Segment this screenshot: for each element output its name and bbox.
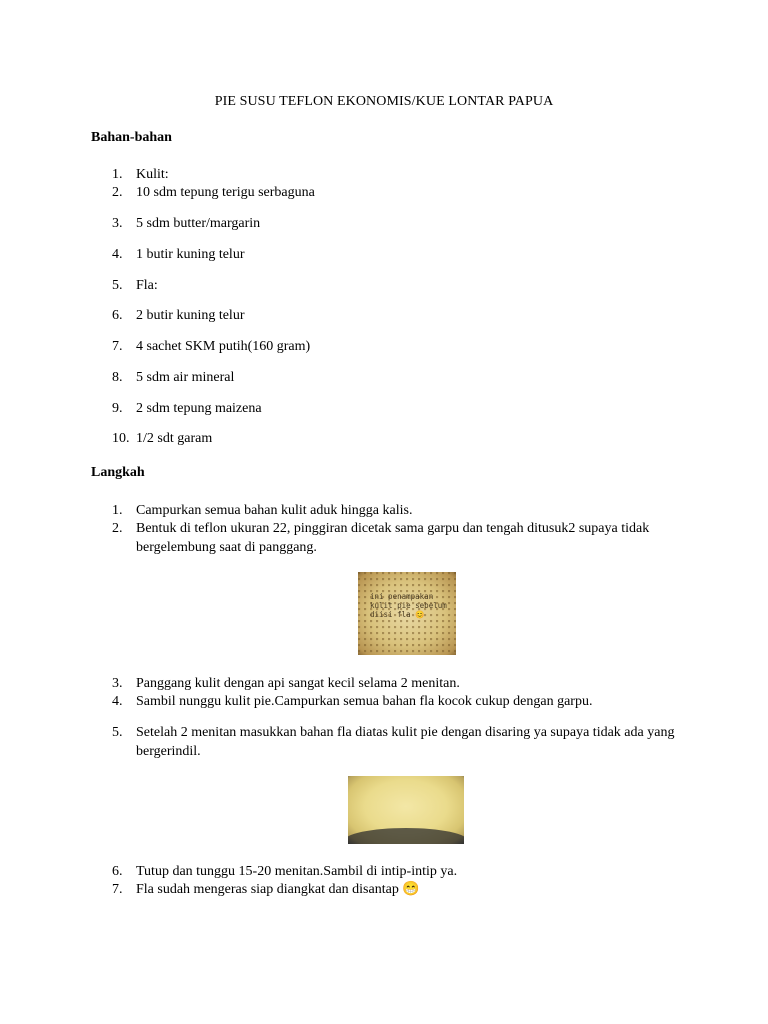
document-title: PIE SUSU TEFLON EKONOMIS/KUE LONTAR PAPUA [214,94,554,109]
photo-caption: ini penampakan kulit pie sebelum diisi fla 😊 [370,592,447,619]
ingredients-heading: Bahan-bahan [91,130,172,145]
pie-filling-photo [348,776,464,844]
steps-heading: Langkah [91,465,145,480]
pan-rim [348,828,464,844]
pie-crust-photo [358,572,456,655]
document-page: PIE SUSU TEFLON EKONOMIS/KUE LONTAR PAPUA Bahan-bahan 1. Kulit: 2. 10 sdm tepung terigu serbaguna 3. 5 sdm butter/margarin 4. 1 butir kuning telur 5. Fla: 6. 2 butir kuning telur 7. 4 sachet SKM putih(160 gram) 8. 5 sdm air mineral 9. 2 sdm tepung maizena 10. 1/2 sdt garam Langkah 1. Campurkan semua bahan kulit aduk hingga kalis. 2. Bentuk di teflon ukuran 22, pinggiran dicetak sama garpu dan tengah ditusuk2 supaya tidak bergelembung saat di panggang. ini penampakan kulit pie sebelum diisi fla 😊 3. Panggang kulit dengan api sangat kecil selama 2 menitan. 4. Sambil nunggu kulit pie.Campurkan semua bahan fla kocok cukup dengan garpu. 5. Setelah 2 menitan masukkan bahan fla diatas kulit pie dengan disaring ya supaya tidak ada yang bergerindil. 6. Tutup dan tunggu 15-20 menitan.Sambil di intip-intip ya. 7. Fla sudah mengeras siap diangkat dan disantap 😁 [0,0,768,1024]
